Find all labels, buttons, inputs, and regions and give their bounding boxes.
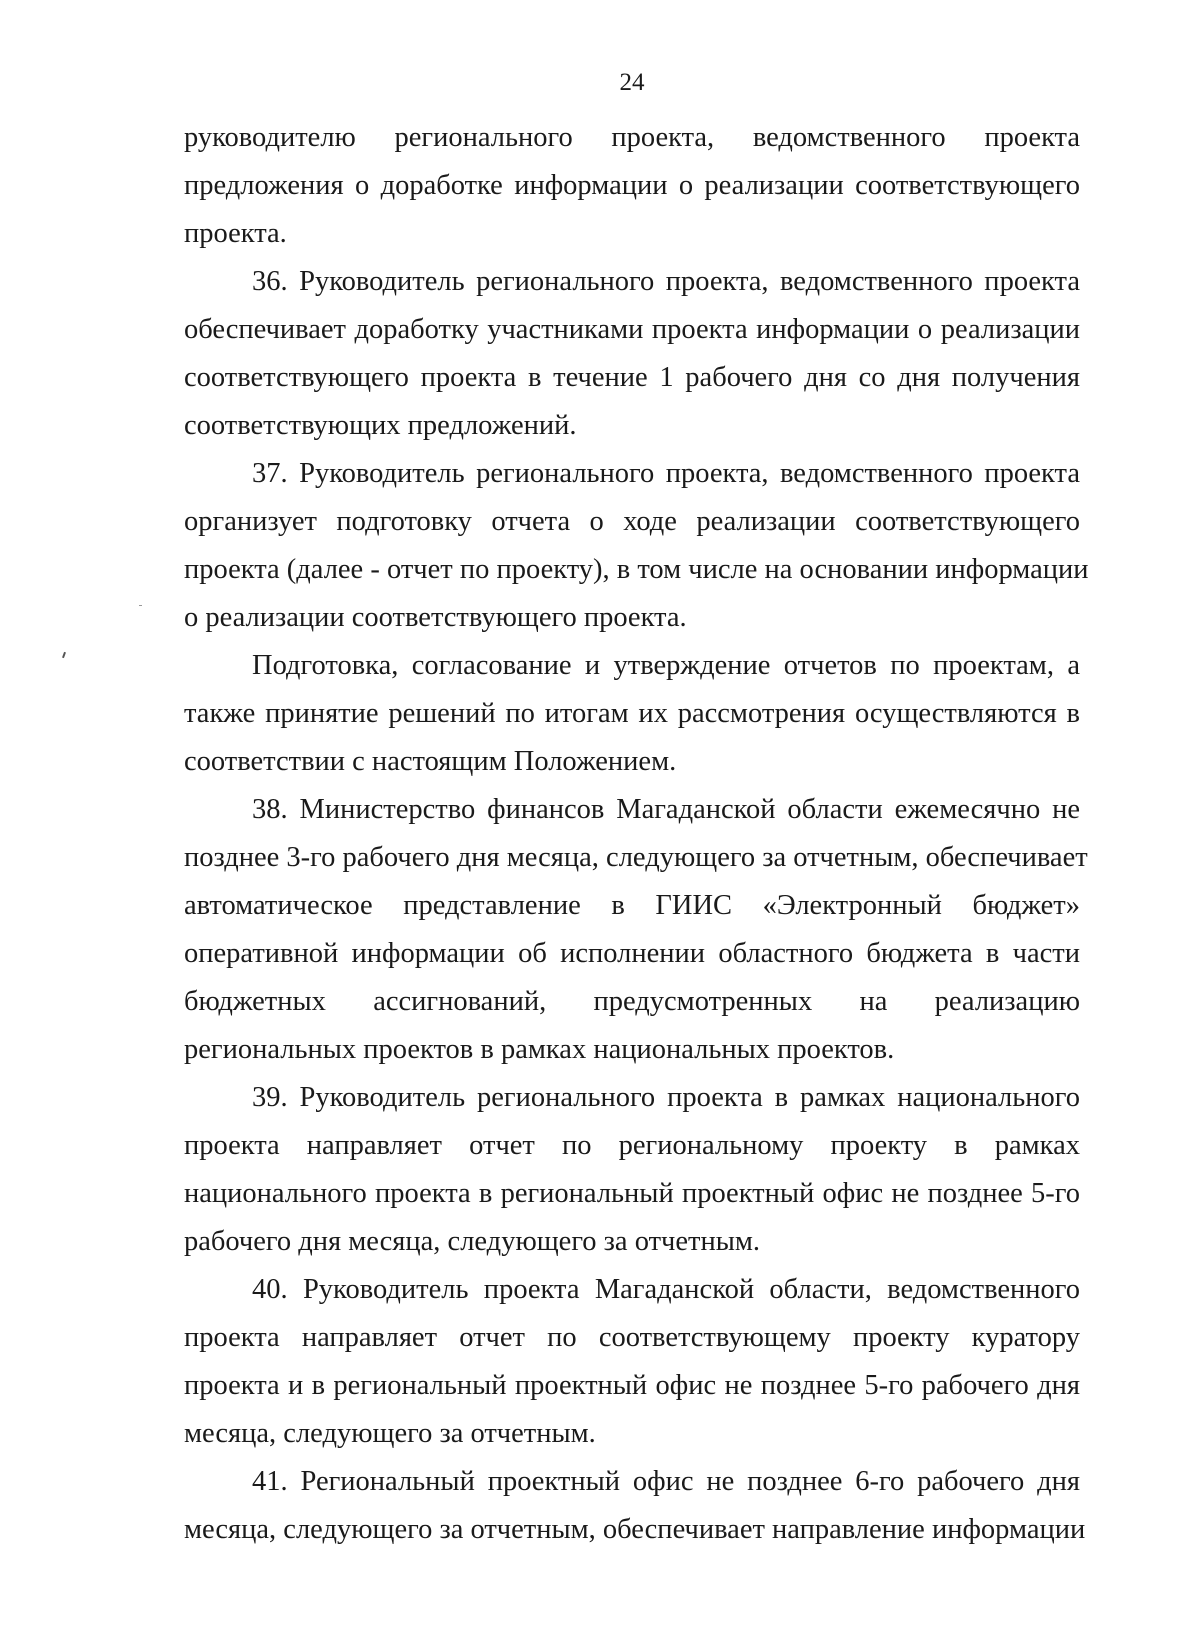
scan-artifact: [62, 652, 66, 658]
text-line: проекта направляет отчет по соответствующему проекту куратору: [184, 1322, 1080, 1353]
text-line: 40. Руководитель проекта Магаданской области, ведомственного: [252, 1274, 1080, 1305]
scan-artifact: [139, 605, 142, 606]
text-line: региональных проектов в рамках национальных проектов.: [184, 1034, 895, 1065]
paragraph: [184, 114, 1080, 258]
text-line: оперативной информации об исполнении областного бюджета в части: [184, 938, 1080, 969]
text-line: обеспечивает доработку участниками проекта информации о реализации: [184, 314, 1080, 345]
text-line: 38. Министерство финансов Магаданской области ежемесячно не: [252, 794, 1080, 825]
paragraph: [184, 450, 1089, 642]
text-line: бюджетных ассигнований, предусмотренных на реализацию: [184, 986, 1080, 1017]
text-line: 41. Региональный проектный офис не позднее 6-го рабочего дня: [252, 1466, 1080, 1497]
text-line: 36. Руководитель регионального проекта, ведомственного проекта: [252, 266, 1080, 297]
text-line: руководителю регионального проекта, ведомственного проекта: [184, 122, 1080, 153]
text-line: автоматическое представление в ГИИС «Электронный бюджет»: [184, 890, 1080, 921]
paragraph: [184, 1266, 1080, 1458]
document-body: [184, 114, 1089, 1554]
text-line: о реализации соответствующего проекта.: [184, 602, 687, 633]
text-line: проекта направляет отчет по региональному проекту в рамках: [184, 1130, 1080, 1161]
text-line: проекта.: [184, 218, 287, 249]
text-line: рабочего дня месяца, следующего за отчетным.: [184, 1226, 761, 1257]
text-line: соответствующего проекта в течение 1 рабочего дня со дня получения: [184, 362, 1080, 393]
text-line: проекта (далее - отчет по проекту), в том числе на основании информации: [184, 554, 1089, 585]
text-line: Подготовка, согласование и утверждение отчетов по проектам, а: [252, 650, 1080, 681]
page-number: 24: [619, 69, 645, 96]
text-line: национального проекта в региональный проектный офис не позднее 5-го: [184, 1178, 1080, 1209]
text-line: 37. Руководитель регионального проекта, ведомственного проекта: [252, 458, 1080, 489]
text-line: организует подготовку отчета о ходе реализации соответствующего: [184, 506, 1080, 537]
paragraph: [184, 1458, 1086, 1554]
paragraph: [184, 786, 1088, 1074]
paragraph: [184, 258, 1080, 450]
text-line: месяца, следующего за отчетным, обеспечивает направление информации: [184, 1514, 1086, 1545]
paragraph: [184, 642, 1080, 786]
paragraph: [184, 1074, 1080, 1266]
text-line: также принятие решений по итогам их рассмотрения осуществляются в: [184, 698, 1080, 729]
text-line: 39. Руководитель регионального проекта в рамках национального: [252, 1082, 1080, 1113]
text-line: соответствии с настоящим Положением.: [184, 746, 677, 777]
text-line: позднее 3-го рабочего дня месяца, следующего за отчетным, обеспечивает: [184, 842, 1088, 873]
text-line: соответствующих предложений.: [184, 410, 577, 441]
text-line: проекта и в региональный проектный офис не позднее 5-го рабочего дня: [184, 1370, 1080, 1401]
text-line: месяца, следующего за отчетным.: [184, 1418, 596, 1449]
text-line: предложения о доработке информации о реализации соответствующего: [184, 170, 1080, 201]
